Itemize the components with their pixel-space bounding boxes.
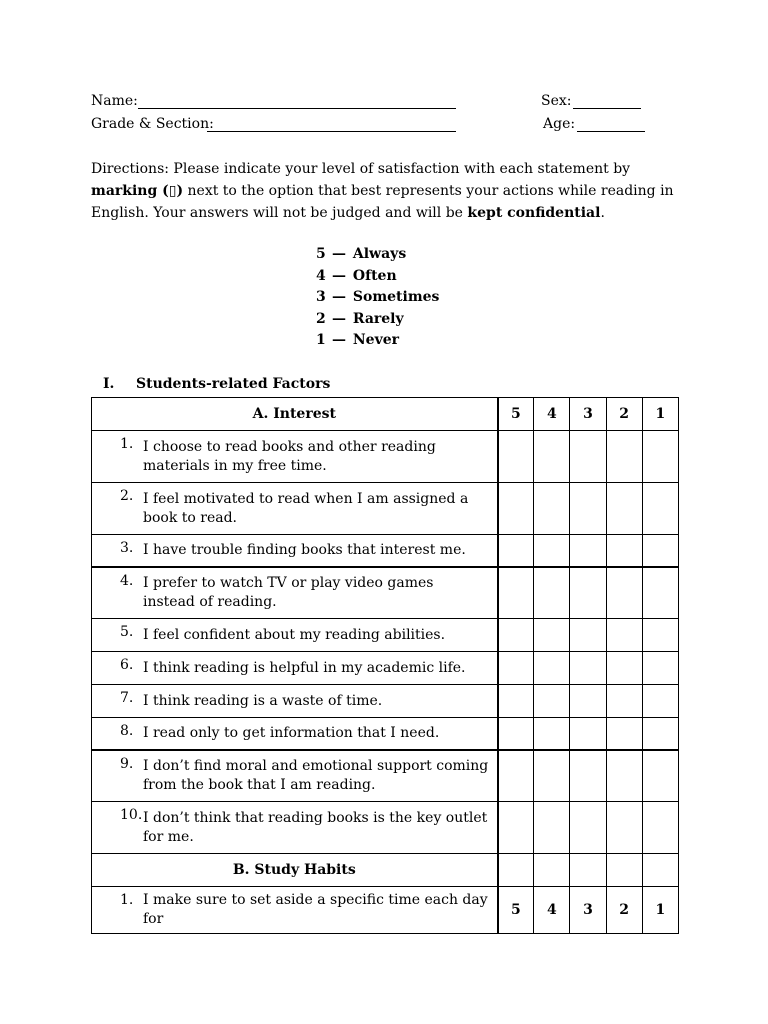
rating-checkbox-cell[interactable] [498, 567, 534, 619]
scale-row: 2 — Rarely [316, 310, 404, 327]
item-number: 1. [120, 892, 134, 908]
rating-checkbox-cell[interactable] [570, 685, 606, 718]
statement-cell [92, 887, 498, 934]
directions-text-3: . [600, 205, 605, 221]
table-row [92, 887, 679, 934]
age-label: Age: [543, 116, 576, 132]
statement-cell [92, 619, 498, 652]
name-field[interactable] [138, 108, 456, 109]
rating-checkbox-cell[interactable] [642, 685, 678, 718]
scale-label: Often [352, 267, 397, 284]
rating-checkbox-cell[interactable] [534, 483, 570, 535]
item-number: 8. [120, 723, 134, 739]
table-row [92, 535, 679, 567]
item-number: 7. [120, 690, 134, 706]
sex-field[interactable] [573, 108, 641, 109]
statement-text: I prefer to watch TV or play video games instead of reading. [143, 574, 434, 610]
scale-label: Rarely [352, 310, 404, 327]
rating-checkbox-cell[interactable] [498, 431, 534, 483]
rating-checkbox-cell[interactable] [606, 750, 642, 802]
table-category-header-row [92, 398, 679, 431]
directions-text-2: next to the option that best represents your actions while reading in English. Your answers will not be judged and will be [91, 183, 674, 221]
statement-text: I think reading is a waste of time. [143, 692, 383, 709]
statement-text: I feel confident about my reading abilities. [143, 626, 446, 643]
rating-checkbox-cell[interactable] [534, 652, 570, 685]
directions-kept-confidential: kept confidential [467, 205, 601, 221]
rating-checkbox-cell[interactable] [534, 718, 570, 750]
statement-text: I choose to read books and other reading materials in my free time. [143, 438, 436, 474]
directions-text-1: Directions: Please indicate your level of satisfaction with each statement by [91, 161, 631, 177]
statement-cell [92, 802, 498, 854]
rating-checkbox-cell[interactable] [498, 718, 534, 750]
age-field[interactable] [577, 131, 645, 132]
statement-text: I think reading is helpful in my academic life. [143, 659, 466, 676]
rating-checkbox-cell[interactable] [606, 652, 642, 685]
item-number: 2. [120, 488, 134, 504]
rating-checkbox-cell[interactable] [498, 619, 534, 652]
rating-scale-legend [316, 244, 516, 352]
category-title: B. Study Habits [92, 854, 498, 887]
sex-label: Sex: [541, 93, 572, 109]
rating-checkbox-cell[interactable] [570, 431, 606, 483]
rating-checkbox-cell[interactable] [642, 535, 678, 567]
statement-text: I feel motivated to read when I am assigned a book to read. [143, 490, 469, 526]
rating-checkbox-cell[interactable] [534, 567, 570, 619]
statement-cell [92, 652, 498, 685]
rating-checkbox-cell[interactable] [606, 685, 642, 718]
rating-checkbox-cell[interactable] [498, 535, 534, 567]
directions-paragraph [91, 158, 681, 224]
statement-cell [92, 535, 498, 567]
rating-checkbox-cell[interactable] [642, 431, 678, 483]
scale-row: 3 — Sometimes [316, 289, 440, 305]
rating-checkbox-cell[interactable] [498, 685, 534, 718]
rating-checkbox-cell[interactable]: 3 [570, 887, 606, 934]
rating-checkbox-cell[interactable]: 4 [534, 887, 570, 934]
rating-checkbox-cell[interactable] [642, 567, 678, 619]
name-label: Name: [91, 93, 138, 109]
table-row [92, 802, 679, 854]
section-roman-numeral: I. [103, 376, 115, 392]
rating-checkbox-cell[interactable] [642, 750, 678, 802]
category-title: A. Interest [92, 398, 498, 431]
rating-checkbox-cell[interactable]: 1 [642, 887, 678, 934]
rating-blank-cell [642, 854, 678, 887]
table-row [92, 750, 679, 802]
scale-row: 5 — Always [316, 246, 407, 262]
age-row [543, 114, 653, 134]
rating-header-cell: 4 [534, 398, 570, 431]
rating-checkbox-cell[interactable] [498, 483, 534, 535]
rating-blank-cell [534, 854, 570, 887]
rating-checkbox-cell[interactable] [534, 619, 570, 652]
rating-checkbox-cell[interactable] [570, 718, 606, 750]
rating-checkbox-cell[interactable] [570, 802, 606, 854]
table-row [92, 619, 679, 652]
rating-checkbox-cell[interactable]: 2 [606, 887, 642, 934]
table-category-header-row [92, 854, 679, 887]
rating-blank-cell [570, 854, 606, 887]
statement-cell [92, 718, 498, 750]
statement-text: I have trouble finding books that interest me. [143, 541, 466, 558]
statement-cell [92, 567, 498, 619]
rating-checkbox-cell[interactable] [642, 483, 678, 535]
scale-row: 4 — Often [316, 267, 397, 284]
rating-checkbox-cell[interactable] [570, 619, 606, 652]
statement-text: I read only to get information that I need. [143, 724, 440, 741]
statement-text: I make sure to set aside a specific time each day for [143, 892, 488, 927]
rating-checkbox-cell[interactable] [498, 750, 534, 802]
rating-checkbox-cell[interactable] [570, 535, 606, 567]
statement-text: I don’t find moral and emotional support coming from the book that I am reading. [143, 757, 489, 793]
statement-cell [92, 431, 498, 483]
survey-table [91, 397, 679, 934]
sex-row [541, 91, 651, 111]
rating-checkbox-cell[interactable] [606, 431, 642, 483]
item-number: 9. [120, 755, 134, 772]
grade-section-field[interactable] [207, 131, 456, 132]
rating-checkbox-cell[interactable] [606, 483, 642, 535]
rating-checkbox-cell[interactable] [534, 535, 570, 567]
section-heading: Students-related Factors [136, 376, 331, 392]
rating-checkbox-cell[interactable] [534, 802, 570, 854]
rating-checkbox-cell[interactable] [642, 619, 678, 652]
rating-header-cell: 5 [498, 398, 534, 431]
rating-checkbox-cell[interactable] [606, 535, 642, 567]
directions-marking: marking (▯) [91, 183, 184, 199]
rating-checkbox-cell[interactable] [534, 750, 570, 802]
table-row [92, 685, 679, 718]
rating-checkbox-cell[interactable] [606, 802, 642, 854]
table-row [92, 567, 679, 619]
statement-cell [92, 483, 498, 535]
rating-checkbox-cell[interactable] [570, 750, 606, 802]
rating-checkbox-cell[interactable] [498, 652, 534, 685]
rating-header-cell: 1 [642, 398, 678, 431]
rating-checkbox-cell[interactable] [570, 483, 606, 535]
rating-checkbox-cell[interactable] [606, 718, 642, 750]
table-row [92, 431, 679, 483]
item-number: 5. [120, 624, 134, 640]
item-number: 4. [120, 572, 134, 589]
rating-header-cell: 3 [570, 398, 606, 431]
item-number: 6. [120, 657, 134, 673]
scale-label: Always [352, 246, 407, 262]
statement-text: I don’t think that reading books is the key outlet for me. [143, 809, 488, 845]
scale-label: Never [352, 332, 399, 348]
rating-blank-cell [606, 854, 642, 887]
rating-checkbox-cell[interactable] [642, 802, 678, 854]
rating-checkbox-cell[interactable] [534, 685, 570, 718]
rating-blank-cell [498, 854, 534, 887]
rating-checkbox-cell[interactable] [642, 652, 678, 685]
table-row [92, 483, 679, 535]
statement-cell [92, 750, 498, 802]
rating-checkbox-cell[interactable] [498, 802, 534, 854]
item-number: 3. [120, 540, 134, 556]
rating-checkbox-cell[interactable] [534, 431, 570, 483]
rating-header-cell: 2 [606, 398, 642, 431]
rating-checkbox-cell[interactable] [606, 619, 642, 652]
rating-checkbox-cell[interactable] [570, 567, 606, 619]
rating-checkbox-cell[interactable] [570, 652, 606, 685]
statement-cell [92, 685, 498, 718]
table-row [92, 718, 679, 750]
table-row [92, 652, 679, 685]
item-number: 10. [120, 807, 143, 823]
grade-section-label: Grade & Section: [91, 116, 214, 132]
item-number: 1. [120, 436, 134, 452]
rating-checkbox-cell[interactable] [642, 718, 678, 750]
rating-checkbox-cell[interactable]: 5 [498, 887, 534, 934]
scale-label: Sometimes [352, 289, 440, 305]
rating-checkbox-cell[interactable] [606, 567, 642, 619]
scale-row: 1 — Never [316, 332, 399, 348]
